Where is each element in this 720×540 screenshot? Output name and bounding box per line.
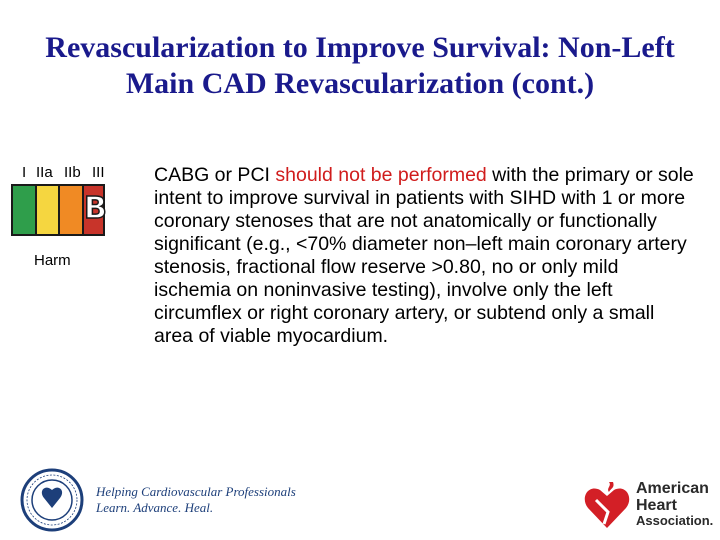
aha-footer xyxy=(582,476,713,532)
class-label-iii: III xyxy=(92,164,105,181)
class-labels xyxy=(22,164,105,181)
aha-line3: Association. xyxy=(636,513,714,528)
acc-seal-logo xyxy=(20,468,84,532)
aha-line2: Heart xyxy=(636,497,677,514)
class-iia-bar xyxy=(37,186,60,234)
slide-title: Revascularization to Improve Survival: Non-Left Main CAD Revascularization (cont.) xyxy=(45,31,675,100)
level-of-evidence: B xyxy=(84,191,107,226)
class-label-i: I xyxy=(22,164,27,181)
acc-footer xyxy=(20,468,296,532)
aha-wordmark xyxy=(636,480,713,528)
class-label-iia: IIa xyxy=(36,164,53,181)
aha-heart-torch-logo xyxy=(582,476,632,532)
recommendation-part2: with the primary or sole intent to improve survival in patients with SIHD with 1 or more coronary stenoses that are not anatomically or functionally significant (e.g., <70% diameter non–left main coronary artery stenosis, fractional flow reserve >0.80, no or only mild ischemia on noninvasive testing), involve only the left circumflex or right coronary artery, or subtend only a small area of viable myocardium. xyxy=(154,164,694,347)
aha-line1: American xyxy=(636,480,709,497)
tagline-line2: Learn. Advance. Heal. xyxy=(96,500,214,515)
class-iib-bar xyxy=(60,186,84,234)
tagline-line1: Helping Cardiovascular Professionals xyxy=(96,484,296,499)
recommendation-text xyxy=(154,164,694,348)
class-iii-bar xyxy=(84,186,107,234)
harm-label: Harm xyxy=(34,252,71,269)
recommendation-highlight: should not be performed xyxy=(275,164,487,186)
class-label-iib: IIb xyxy=(64,164,81,181)
recommendation-class-bars xyxy=(11,184,105,236)
recommendation-part1: CABG or PCI xyxy=(154,164,276,186)
class-i-bar xyxy=(13,186,37,234)
acc-tagline xyxy=(96,484,296,516)
